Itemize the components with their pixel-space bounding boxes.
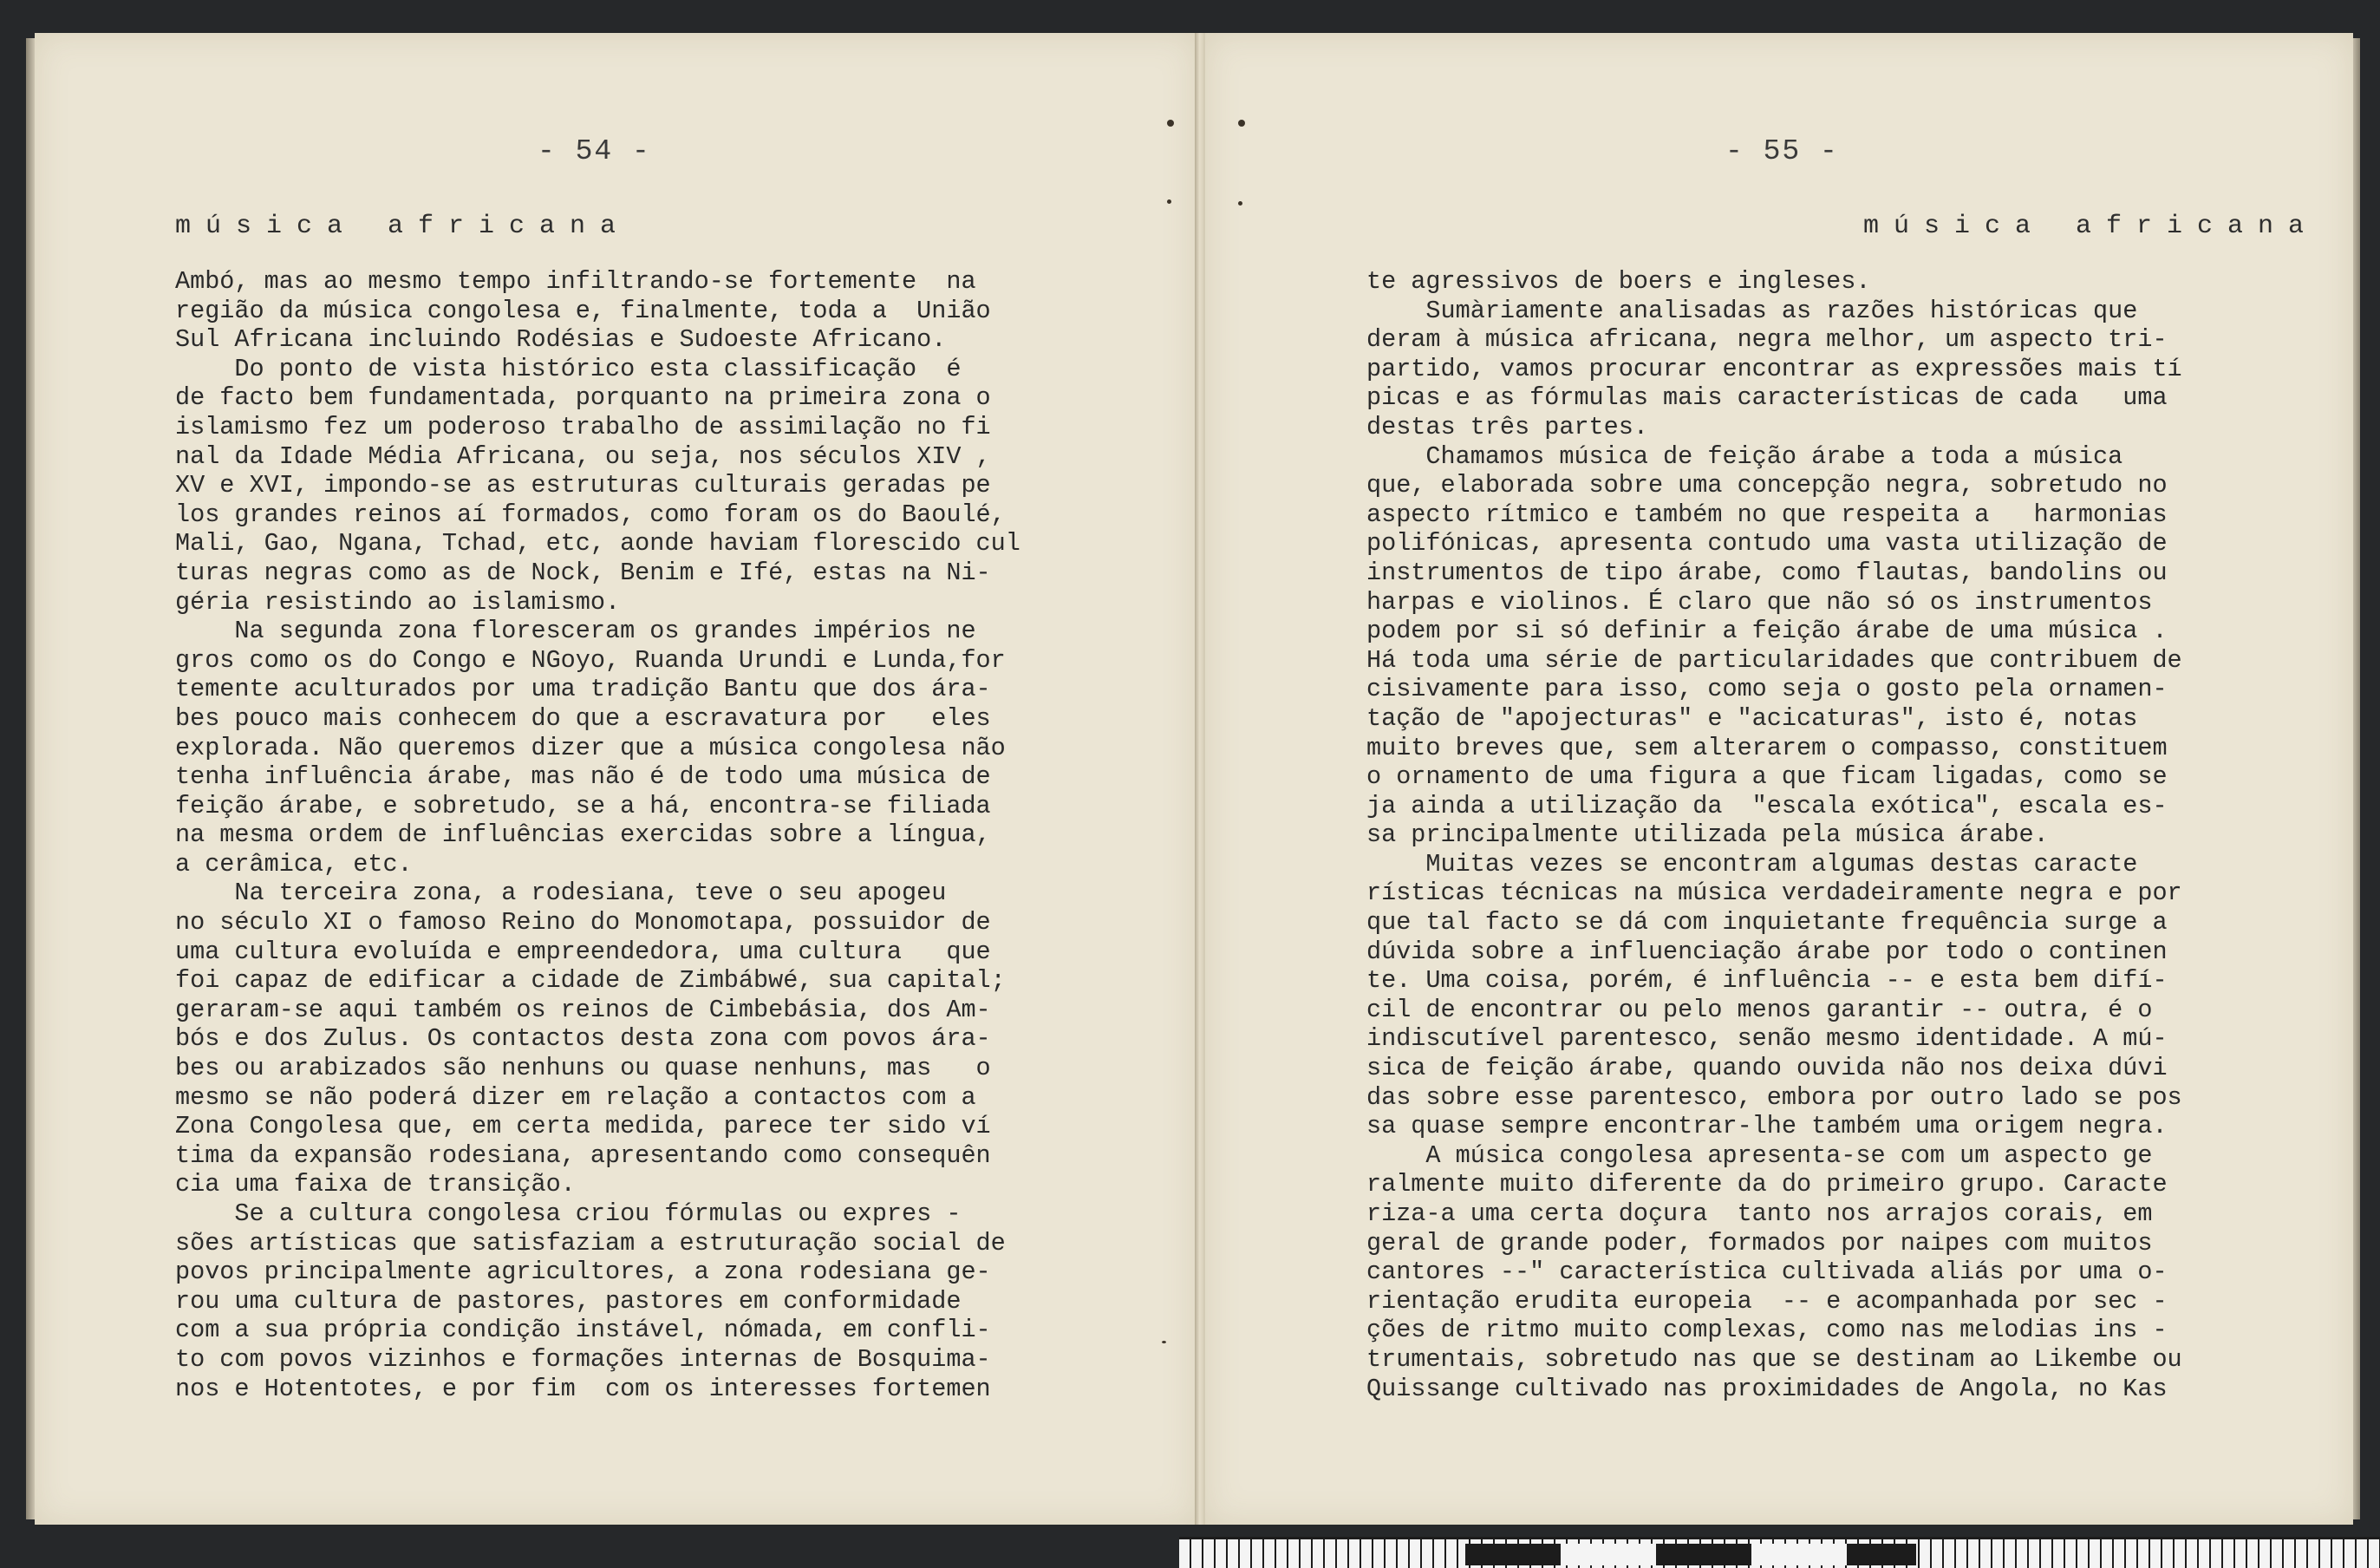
- text-line: sões artísticas que satisfaziam a estruturação social de: [175, 1228, 1006, 1258]
- text-line: de facto bem fundamentada, porquanto na primeira zona o: [175, 383, 991, 413]
- text-line: explorada. Não queremos dizer que a música congolesa não: [175, 733, 1006, 762]
- text-line: mesmo se não poderá dizer em relação a contactos com a: [175, 1082, 976, 1112]
- text-line: rientação erudita europeia -- e acompanhada por sec -: [1366, 1286, 2168, 1316]
- text-line: Na terceira zona, a rodesiana, teve o seu apogeu: [175, 879, 947, 908]
- text-line: Se a cultura congolesa criou fórmulas ou expres -: [175, 1199, 962, 1228]
- text-line: to com povos vizinhos e formações internas de Bosquima-: [175, 1344, 991, 1374]
- text-line: nal da Idade Média Africana, ou seja, nos séculos XIV ,: [175, 441, 991, 471]
- text-line: Chamamos música de feição árabe a toda a música: [1366, 441, 2123, 471]
- text-line: das sobre esse parentesco, embora por outro lado se pos: [1366, 1082, 2182, 1112]
- text-line: a cerâmica, etc.: [175, 849, 413, 879]
- text-line: A música congolesa apresenta-se com um aspecto ge: [1366, 1140, 2153, 1170]
- text-line: com a sua própria condição instável, nómada, em confli-: [175, 1316, 991, 1345]
- text-line: dúvida sobre a influenciação árabe por todo o continen: [1366, 937, 2168, 966]
- text-line: geral de grande poder, formados por naipes com muitos: [1366, 1228, 2153, 1258]
- text-line: geraram-se aqui também os reinos de Cimbebásia, dos Am-: [175, 995, 991, 1024]
- text-line: cia uma faixa de transição.: [175, 1170, 576, 1199]
- text-line: que, elaborada sobre uma concepção negra, sobretudo no: [1366, 471, 2168, 500]
- text-line: Sul Africana incluindo Rodésias e Sudoeste Africano.: [175, 325, 947, 355]
- binding-hole-dot: [1238, 120, 1245, 127]
- text-line: islamismo fez um poderoso trabalho de assimilação no fi: [175, 412, 991, 441]
- text-line: uma cultura evoluída e empreendedora, uma cultura que: [175, 937, 991, 966]
- text-line: muito breves que, sem alterarem o compasso, constituem: [1366, 733, 2168, 762]
- text-line: partido, vamos procurar encontrar as expressões mais tí: [1366, 354, 2182, 383]
- text-line: rou uma cultura de pastores, pastores em conformidade: [175, 1286, 962, 1316]
- text-line: trumentais, sobretudo nas que se destinam ao Likembe ou: [1366, 1344, 2182, 1374]
- text-line: tenha influência árabe, mas não é de todo uma música de: [175, 762, 991, 792]
- binding-hole-dot: [1238, 201, 1242, 206]
- page-number: - 55 -: [1725, 135, 1839, 167]
- text-line: povos principalmente agricultores, a zona rodesiana ge-: [175, 1258, 991, 1287]
- text-line: bes ou arabizados são nenhuns ou quase nenhuns, mas o: [175, 1054, 991, 1083]
- text-line: Mali, Gao, Ngana, Tchad, etc, aonde haviam florescido cul: [175, 529, 1020, 559]
- text-line: tima da expansão rodesiana, apresentando como consequên: [175, 1140, 991, 1170]
- binding-hole-dot: [1167, 199, 1171, 204]
- text-line: temente aculturados por uma tradição Bantu que dos ára-: [175, 675, 991, 704]
- text-line: te. Uma coisa, porém, é influência -- e esta bem difí-: [1366, 966, 2168, 996]
- binding-hole-dot: [1162, 1341, 1166, 1343]
- text-line: indiscutível parentesco, senão mesmo identidade. A mú-: [1366, 1024, 2168, 1054]
- text-line: nos e Hotentotes, e por fim com os interesses fortemen: [175, 1374, 991, 1403]
- text-line: tação de "apojecturas" e "acicaturas", isto é, notas: [1366, 703, 2138, 733]
- text-line: destas três partes.: [1366, 412, 1648, 441]
- binding-hole-dot: [1167, 120, 1174, 127]
- text-line: Muitas vezes se encontram algumas destas caracte: [1366, 849, 2138, 879]
- text-line: cantores --" característica cultivada aliás por uma o-: [1366, 1258, 2168, 1287]
- page-number: - 54 -: [538, 135, 651, 167]
- text-line: bós e dos Zulus. Os contactos desta zona com povos ára-: [175, 1024, 991, 1054]
- text-line: turas negras como as de Nock, Benim e Ifé, estas na Ni-: [175, 558, 991, 587]
- text-line: foi capaz de edificar a cidade de Zimbábwé, sua capital;: [175, 966, 1006, 996]
- text-line: gros como os do Congo e NGoyo, Ruanda Urundi e Lunda,for: [175, 645, 1006, 675]
- text-line: bes pouco mais conhecem do que a escravatura por eles: [175, 703, 991, 733]
- text-line: que tal facto se dá com inquietante frequência surge a: [1366, 908, 2168, 938]
- text-line: los grandes reinos aí formados, como foram os do Baoulé,: [175, 500, 1006, 529]
- text-line: te agressivos de boers e ingleses.: [1366, 267, 1871, 296]
- text-line: deram à música africana, negra melhor, um aspecto tri-: [1366, 325, 2168, 355]
- text-line: ralmente muito diferente da do primeiro grupo. Caracte: [1366, 1170, 2168, 1199]
- text-line: riza-a uma certa doçura tanto nos arrajos corais, em: [1366, 1199, 2153, 1228]
- page-body: [175, 267, 1094, 1403]
- text-line: géria resistindo ao islamismo.: [175, 587, 621, 617]
- text-line: cil de encontrar ou pelo menos garantir -- outra, é o: [1366, 995, 2153, 1024]
- left-page: [35, 33, 1198, 1525]
- text-line: aspecto rítmico e também no que respeita a harmonias: [1366, 500, 2168, 529]
- text-line: Quissange cultivado nas proximidades de Angola, no Kas: [1366, 1374, 2168, 1403]
- text-line: podem por si só definir a feição árabe de uma música .: [1366, 617, 2168, 646]
- text-line: picas e as fórmulas mais características de cada uma: [1366, 383, 2168, 413]
- text-line: Ambó, mas ao mesmo tempo infiltrando-se fortemente na: [175, 267, 976, 296]
- text-line: Há toda uma série de particularidades que contribuem de: [1366, 645, 2182, 675]
- text-line: no século XI o famoso Reino do Monomotapa, possuidor de: [175, 908, 991, 938]
- text-line: Do ponto de vista histórico esta classificação é: [175, 354, 962, 383]
- text-line: Na segunda zona floresceram os grandes impérios ne: [175, 617, 976, 646]
- text-line: ções de ritmo muito complexas, como nas melodias ins -: [1366, 1316, 2168, 1345]
- text-line: cisivamente para isso, como seja o gosto pela ornamen-: [1366, 675, 2168, 704]
- page-body: [1366, 267, 2294, 1403]
- text-line: rísticas técnicas na música verdadeiramente negra e por: [1366, 879, 2182, 908]
- text-line: harpas e violinos. É claro que não só os instrumentos: [1366, 587, 2153, 617]
- right-page: [1203, 33, 2353, 1525]
- text-line: o ornamento de uma figura a que ficam ligadas, como se: [1366, 762, 2168, 792]
- running-head: música africana: [1862, 212, 2318, 241]
- text-line: ja ainda a utilização da "escala exótica", escala es-: [1366, 791, 2168, 820]
- text-line: instrumentos de tipo árabe, como flautas, bandolins ou: [1366, 558, 2168, 587]
- text-line: XV e XVI, impondo-se as estruturas culturais geradas pe: [175, 471, 991, 500]
- text-line: região da música congolesa e, finalmente, toda a União: [175, 296, 991, 325]
- text-line: na mesma ordem de influências exercidas sobre a língua,: [175, 820, 991, 850]
- text-line: sica de feição árabe, quando ouvida não nos deixa dúvi: [1366, 1054, 2168, 1083]
- text-line: Sumàriamente analisadas as razões históricas que: [1366, 296, 2138, 325]
- running-head: música africana: [175, 212, 631, 241]
- text-line: sa principalmente utilizada pela música árabe.: [1366, 820, 2049, 850]
- text-line: polifónicas, apresenta contudo uma vasta utilização de: [1366, 529, 2168, 559]
- text-line: sa quase sempre encontrar-lhe também uma origem negra.: [1366, 1112, 2168, 1141]
- text-line: Zona Congolesa que, em certa medida, parece ter sido ví: [175, 1112, 991, 1141]
- scale-ruler-blocks: [1465, 1544, 1916, 1565]
- text-line: feição árabe, e sobretudo, se a há, encontra-se filiada: [175, 791, 991, 820]
